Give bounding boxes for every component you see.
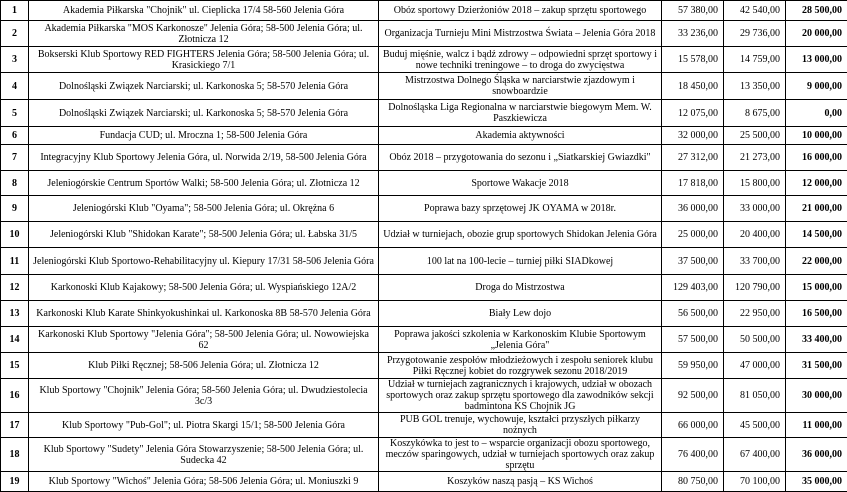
task-cell: Mistrzostwa Dolnego Śląska w narciarstwie zjazdowym i snowboardzie (379, 73, 662, 100)
requested-amount-cell: 13 350,00 (724, 73, 786, 100)
organization-cell: Fundacja CUD; ul. Mroczna 1; 58-500 Jelenia Góra (29, 127, 379, 145)
total-cost-cell: 27 312,00 (662, 145, 724, 171)
organization-cell: Bokserski Klub Sportowy RED FIGHTERS Jelenia Góra; 58-500 Jelenia Góra; ul. Krasickiego 7/1 (29, 47, 379, 73)
table-row (1, 145, 847, 171)
organization-cell: Karkonoski Klub Karate Shinkyokushinkai ul. Karkonoska 8B 58-570 Jelenia Góra (29, 301, 379, 327)
requested-amount-cell: 33 700,00 (724, 248, 786, 275)
task-cell: Buduj mięśnie, walcz i bądź zdrowy – odpowiedni sprzęt sportowy i nowe techniki treningowe – to droga do zwycięstwa (379, 47, 662, 73)
granted-amount-cell: 12 000,00 (786, 171, 847, 196)
row-number: 6 (1, 127, 29, 145)
total-cost-cell: 76 400,00 (662, 438, 724, 472)
requested-amount-cell: 120 790,00 (724, 275, 786, 301)
organization-cell: Akademia Piłkarska "Chojnik" ul. Cieplicka 17/4 58-560 Jelenia Góra (29, 1, 379, 21)
organization-cell: Jeleniogórski Klub Sportowo-Rehabilitacyjny ul. Kiepury 17/31 58-506 Jelenia Góra (29, 248, 379, 275)
requested-amount-cell: 15 800,00 (724, 171, 786, 196)
requested-amount-cell: 50 500,00 (724, 327, 786, 353)
requested-amount-cell: 70 100,00 (724, 472, 786, 492)
organization-cell: Klub Sportowy "Sudety" Jelenia Góra Stowarzyszenie; 58-500 Jelenia Góra; ul. Sudecka 42 (29, 438, 379, 472)
requested-amount-cell: 42 540,00 (724, 1, 786, 21)
task-cell: Przygotowanie zespołów młodzieżowych i zespołu seniorek klubu Piłki Ręcznej kobiet do rozgrywek sezonu 2018/2019 (379, 353, 662, 379)
granted-amount-cell: 16 000,00 (786, 145, 847, 171)
granted-amount-cell: 11 000,00 (786, 413, 847, 438)
table-row (1, 222, 847, 248)
table-row (1, 1, 847, 21)
total-cost-cell: 18 450,00 (662, 73, 724, 100)
table-row (1, 196, 847, 222)
row-number: 12 (1, 275, 29, 301)
row-number: 10 (1, 222, 29, 248)
organization-cell: Jeleniogórski Klub "Oyama"; 58-500 Jelenia Góra; ul. Okrężna 6 (29, 196, 379, 222)
requested-amount-cell: 14 759,00 (724, 47, 786, 73)
granted-amount-cell: 0,00 (786, 100, 847, 127)
granted-amount-cell: 15 000,00 (786, 275, 847, 301)
row-number: 3 (1, 47, 29, 73)
requested-amount-cell: 8 675,00 (724, 100, 786, 127)
granted-amount-cell: 21 000,00 (786, 196, 847, 222)
task-cell: Sportowe Wakacje 2018 (379, 171, 662, 196)
total-cost-cell: 56 500,00 (662, 301, 724, 327)
row-number: 11 (1, 248, 29, 275)
organization-cell: Klub Sportowy "Wichoś" Jelenia Góra; 58-506 Jelenia Góra; ul. Moniuszki 9 (29, 472, 379, 492)
task-cell: Organizacja Turnieju Mini Mistrzostwa Świata – Jelenia Góra 2018 (379, 21, 662, 47)
table-row (1, 47, 847, 73)
task-cell: Akademia aktywności (379, 127, 662, 145)
organization-cell: Klub Sportowy "Chojnik" Jelenia Góra; 58-560 Jelenia Góra; ul. Dwudziestolecia 3c/3 (29, 379, 379, 413)
task-cell: PUB GOL trenuje, wychowuje, kształci przyszłych piłkarzy nożnych (379, 413, 662, 438)
granted-amount-cell: 14 500,00 (786, 222, 847, 248)
task-cell: 100 lat na 100-lecie – turniej piłki SIADkowej (379, 248, 662, 275)
table-row (1, 100, 847, 127)
table-row (1, 301, 847, 327)
granted-amount-cell: 16 500,00 (786, 301, 847, 327)
requested-amount-cell: 47 000,00 (724, 353, 786, 379)
requested-amount-cell: 45 500,00 (724, 413, 786, 438)
task-cell: Dolnośląska Liga Regionalna w narciarstwie biegowym Mem. W. Paszkiewicza (379, 100, 662, 127)
task-cell: Koszykówka to jest to – wsparcie organizacji obozu sportowego, meczów sparingowych, udział w turniejach sportowych oraz zakup sprzętu (379, 438, 662, 472)
total-cost-cell: 57 500,00 (662, 327, 724, 353)
total-cost-cell: 32 000,00 (662, 127, 724, 145)
requested-amount-cell: 29 736,00 (724, 21, 786, 47)
total-cost-cell: 92 500,00 (662, 379, 724, 413)
row-number: 9 (1, 196, 29, 222)
row-number: 13 (1, 301, 29, 327)
requested-amount-cell: 81 050,00 (724, 379, 786, 413)
total-cost-cell: 37 500,00 (662, 248, 724, 275)
total-cost-cell: 59 950,00 (662, 353, 724, 379)
requested-amount-cell: 33 000,00 (724, 196, 786, 222)
granted-amount-cell: 9 000,00 (786, 73, 847, 100)
total-cost-cell: 25 000,00 (662, 222, 724, 248)
table-row (1, 353, 847, 379)
table-row (1, 413, 847, 438)
total-cost-cell: 36 000,00 (662, 196, 724, 222)
row-number: 8 (1, 171, 29, 196)
organization-cell: Integracyjny Klub Sportowy Jelenia Góra, ul. Norwida 2/19, 58-500 Jelenia Góra (29, 145, 379, 171)
row-number: 2 (1, 21, 29, 47)
total-cost-cell: 15 578,00 (662, 47, 724, 73)
granted-amount-cell: 22 000,00 (786, 248, 847, 275)
total-cost-cell: 80 750,00 (662, 472, 724, 492)
task-cell: Obóz 2018 – przygotowania do sezonu i „Siatkarskiej Gwiazdki" (379, 145, 662, 171)
total-cost-cell: 33 236,00 (662, 21, 724, 47)
table-row (1, 171, 847, 196)
organization-cell: Jeleniogórskie Centrum Sportów Walki; 58-500 Jelenia Góra; ul. Złotnicza 12 (29, 171, 379, 196)
table-row (1, 248, 847, 275)
table-row (1, 472, 847, 492)
total-cost-cell: 66 000,00 (662, 413, 724, 438)
requested-amount-cell: 21 273,00 (724, 145, 786, 171)
table-row (1, 73, 847, 100)
granted-amount-cell: 35 000,00 (786, 472, 847, 492)
task-cell: Koszyków naszą pasją – KS Wichoś (379, 472, 662, 492)
organization-cell: Karkonoski Klub Kajakowy; 58-500 Jelenia Góra; ul. Wyspiańskiego 12A/2 (29, 275, 379, 301)
task-cell: Poprawa bazy sprzętowej JK OYAMA w 2018r. (379, 196, 662, 222)
organization-cell: Akademia Piłkarska "MOS Karkonosze" Jelenia Góra; 58-500 Jelenia Góra; ul. Złotnicza 12 (29, 21, 379, 47)
requested-amount-cell: 67 400,00 (724, 438, 786, 472)
row-number: 17 (1, 413, 29, 438)
row-number: 14 (1, 327, 29, 353)
granted-amount-cell: 20 000,00 (786, 21, 847, 47)
task-cell: Droga do Mistrzostwa (379, 275, 662, 301)
row-number: 1 (1, 1, 29, 21)
granted-amount-cell: 10 000,00 (786, 127, 847, 145)
granted-amount-cell: 30 000,00 (786, 379, 847, 413)
table-row (1, 275, 847, 301)
organization-cell: Jeleniogórski Klub "Shidokan Karate"; 58-500 Jelenia Góra; ul. Łabska 31/5 (29, 222, 379, 248)
total-cost-cell: 12 075,00 (662, 100, 724, 127)
organization-cell: Klub Piłki Ręcznej; 58-506 Jelenia Góra; ul. Złotnicza 12 (29, 353, 379, 379)
row-number: 7 (1, 145, 29, 171)
granted-amount-cell: 31 500,00 (786, 353, 847, 379)
task-cell: Biały Lew dojo (379, 301, 662, 327)
granted-amount-cell: 36 000,00 (786, 438, 847, 472)
organization-cell: Dolnośląski Związek Narciarski; ul. Karkonoska 5; 58-570 Jelenia Góra (29, 73, 379, 100)
granted-amount-cell: 33 400,00 (786, 327, 847, 353)
table-row (1, 327, 847, 353)
row-number: 4 (1, 73, 29, 100)
organization-cell: Dolnośląski Związek Narciarski; ul. Karkonoska 5; 58-570 Jelenia Góra (29, 100, 379, 127)
requested-amount-cell: 20 400,00 (724, 222, 786, 248)
row-number: 16 (1, 379, 29, 413)
task-cell: Obóz sportowy Dzierżoniów 2018 – zakup sprzętu sportowego (379, 1, 662, 21)
table-row (1, 127, 847, 145)
organization-cell: Karkonoski Klub Sportowy "Jelenia Góra"; 58-500 Jelenia Góra; ul. Nowowiejska 62 (29, 327, 379, 353)
row-number: 15 (1, 353, 29, 379)
requested-amount-cell: 22 950,00 (724, 301, 786, 327)
task-cell: Udział w turniejach, obozie grup sportowych Shidokan Jelenia Góra (379, 222, 662, 248)
granted-amount-cell: 28 500,00 (786, 1, 847, 21)
row-number: 19 (1, 472, 29, 492)
table-row (1, 379, 847, 413)
organization-cell: Klub Sportowy "Pub-Gol"; ul. Piotra Skargi 15/1; 58-500 Jelenia Góra (29, 413, 379, 438)
total-cost-cell: 57 380,00 (662, 1, 724, 21)
granted-amount-cell: 13 000,00 (786, 47, 847, 73)
table-row (1, 21, 847, 47)
task-cell: Poprawa jakości szkolenia w Karkonoskim Klubie Sportowym „Jelenia Góra" (379, 327, 662, 353)
total-cost-cell: 129 403,00 (662, 275, 724, 301)
requested-amount-cell: 25 500,00 (724, 127, 786, 145)
task-cell: Udział w turniejach zagranicznych i krajowych, udział w obozach sportowych oraz zakup sprzętu sportowego dla zawodników sekcji badmintona KS Chojnik JG (379, 379, 662, 413)
table-row (1, 438, 847, 472)
row-number: 18 (1, 438, 29, 472)
total-cost-cell: 17 818,00 (662, 171, 724, 196)
row-number: 5 (1, 100, 29, 127)
